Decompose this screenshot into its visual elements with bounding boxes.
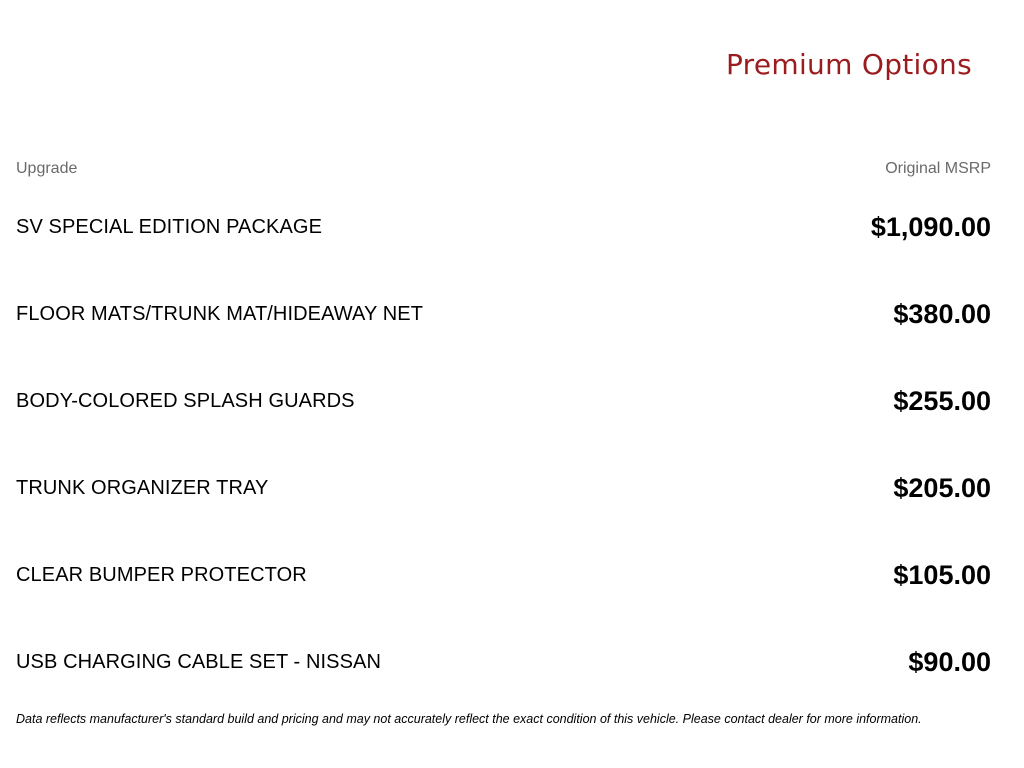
option-price: $90.00 [908, 647, 991, 677]
option-row [16, 358, 991, 445]
option-price: $105.00 [893, 560, 991, 590]
upgrade-column-header: Upgrade [16, 160, 78, 177]
option-price: $255.00 [893, 386, 991, 416]
option-name: USB CHARGING CABLE SET - NISSAN [16, 651, 382, 673]
column-headers [16, 160, 991, 178]
option-row [16, 271, 991, 358]
option-name: TRUNK ORGANIZER TRAY [16, 477, 269, 499]
option-price: $205.00 [893, 473, 991, 503]
option-name: SV SPECIAL EDITION PACKAGE [16, 216, 323, 238]
msrp-column-header: Original MSRP [885, 160, 991, 177]
option-price: $1,090.00 [870, 212, 991, 242]
option-row [16, 445, 991, 532]
page-title: Premium Options [725, 48, 972, 81]
option-row [16, 184, 991, 271]
option-name: FLOOR MATS/TRUNK MAT/HIDEAWAY NET [16, 303, 424, 325]
option-name: BODY-COLORED SPLASH GUARDS [16, 390, 355, 412]
option-price: $380.00 [893, 299, 991, 329]
options-list [16, 184, 991, 706]
option-name: CLEAR BUMPER PROTECTOR [16, 564, 307, 586]
option-row [16, 532, 991, 619]
option-row [16, 619, 991, 706]
disclaimer-text: Data reflects manufacturer's standard build and pricing and may not accurately reflect the exact condition of this vehicle. Please contact dealer for more information. [16, 712, 922, 726]
